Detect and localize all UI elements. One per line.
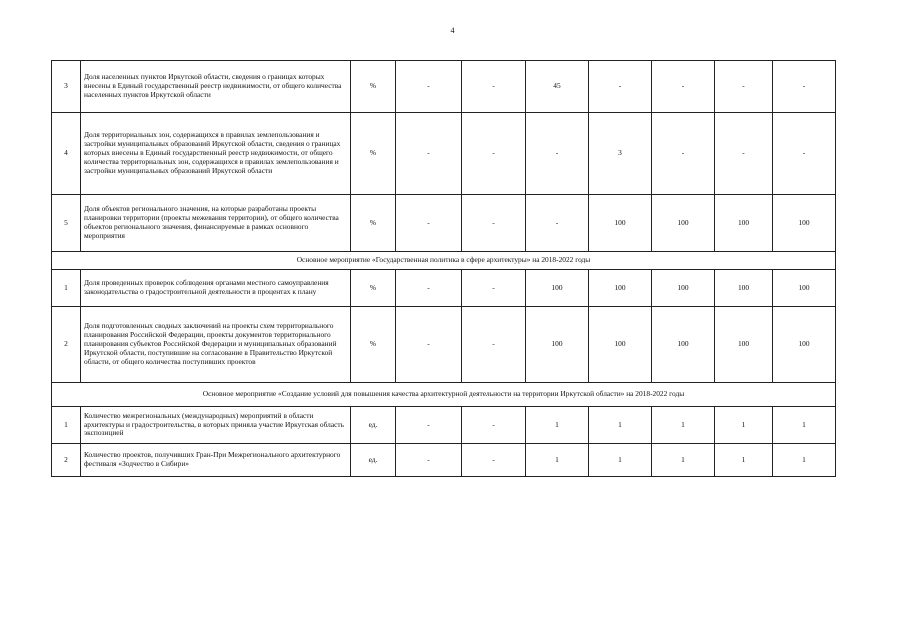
table-row <box>52 407 836 444</box>
table-row <box>52 270 836 307</box>
indicator-name: Доля подготовленных сводных заключений на проекты схем территориального планирования Российской Федерации, проекты документов территориального планирования субъектов Российской Федерации и муниципальных образований Иркутской области, поступившие на согласование в Правительство Иркутской области, от общего количества поступивших проектов <box>81 307 351 383</box>
value-cell: 100 <box>589 270 652 307</box>
row-number: 3 <box>52 61 81 113</box>
section-header-row <box>52 252 836 270</box>
unit-cell: ед. <box>351 407 396 444</box>
value-cell: 100 <box>715 270 773 307</box>
indicator-name: Доля населенных пунктов Иркутской области, сведения о границах которых внесены в Единый государственный реестр недвижимости, от общего количества населенных пунктов Иркутской области <box>81 61 351 113</box>
value-cell: - <box>462 270 526 307</box>
unit-cell: % <box>351 195 396 252</box>
value-cell: 100 <box>652 270 715 307</box>
section-title: Основное мероприятие «Создание условий для повышения качества архитектурной деятельности на территории Иркутской области» на 2018-2022 годы <box>52 383 836 407</box>
value-cell: 100 <box>773 195 836 252</box>
indicator-name: Количество проектов, получивших Гран-При Межрегионального архитектурного фестиваля «Зодчество в Сибири» <box>81 444 351 477</box>
value-cell: 100 <box>652 307 715 383</box>
indicator-name: Доля проведенных проверок соблюдения органами местного самоуправления законодательства о градостроительной деятельности в процентах к плану <box>81 270 351 307</box>
value-cell: - <box>462 113 526 195</box>
value-cell: - <box>396 407 462 444</box>
value-cell: 45 <box>526 61 589 113</box>
value-cell: 100 <box>526 270 589 307</box>
value-cell: - <box>715 61 773 113</box>
value-cell: 100 <box>715 195 773 252</box>
value-cell: - <box>396 270 462 307</box>
value-cell: - <box>526 113 589 195</box>
value-cell: - <box>396 61 462 113</box>
value-cell: 100 <box>526 307 589 383</box>
indicators-table <box>51 60 836 477</box>
value-cell: - <box>526 195 589 252</box>
table-row <box>52 61 836 113</box>
value-cell: - <box>462 307 526 383</box>
value-cell: 100 <box>652 195 715 252</box>
value-cell: - <box>715 113 773 195</box>
section-header-row <box>52 383 836 407</box>
value-cell: 100 <box>773 307 836 383</box>
indicator-name: Количество межрегиональных (международных) мероприятий в области архитектуры и градостроительства, в которых приняла участие Иркутская область экспозицией <box>81 407 351 444</box>
value-cell: - <box>652 113 715 195</box>
value-cell: - <box>462 407 526 444</box>
value-cell: - <box>589 61 652 113</box>
value-cell: - <box>396 444 462 477</box>
unit-cell: % <box>351 270 396 307</box>
row-number: 4 <box>52 113 81 195</box>
value-cell: 100 <box>773 270 836 307</box>
table-row <box>52 444 836 477</box>
value-cell: - <box>462 444 526 477</box>
value-cell: 1 <box>652 407 715 444</box>
unit-cell: % <box>351 61 396 113</box>
value-cell: 1 <box>773 444 836 477</box>
value-cell: - <box>396 307 462 383</box>
value-cell: 1 <box>715 407 773 444</box>
table-row <box>52 195 836 252</box>
value-cell: - <box>396 195 462 252</box>
value-cell: 100 <box>589 307 652 383</box>
page-number: 4 <box>450 26 455 35</box>
table-row <box>52 307 836 383</box>
indicator-name: Доля объектов регионального значения, на которые разработаны проекты планировки территории (проекты межевания территории), от общего количества объектов регионального значения, финансируемые в рамках основного мероприятия <box>81 195 351 252</box>
value-cell: - <box>462 195 526 252</box>
unit-cell: % <box>351 113 396 195</box>
value-cell: 100 <box>715 307 773 383</box>
row-number: 2 <box>52 444 81 477</box>
value-cell: - <box>773 61 836 113</box>
row-number: 1 <box>52 270 81 307</box>
value-cell: - <box>773 113 836 195</box>
value-cell: - <box>396 113 462 195</box>
value-cell: - <box>462 61 526 113</box>
value-cell: 1 <box>526 407 589 444</box>
row-number: 1 <box>52 407 81 444</box>
value-cell: 1 <box>526 444 589 477</box>
table-row <box>52 113 836 195</box>
row-number: 2 <box>52 307 81 383</box>
value-cell: 3 <box>589 113 652 195</box>
value-cell: 1 <box>589 407 652 444</box>
value-cell: 1 <box>589 444 652 477</box>
value-cell: 100 <box>589 195 652 252</box>
value-cell: 1 <box>773 407 836 444</box>
value-cell: 1 <box>652 444 715 477</box>
unit-cell: % <box>351 307 396 383</box>
indicator-name: Доля территориальных зон, содержащихся в правилах землепользования и застройки муниципальных образований Иркутской области, сведения о границах которых внесены в Единый государственный реестр недвижимости, от общего количества территориальных зон, содержащихся в правилах землепользования и застройки муниципальных образований Иркутской области <box>81 113 351 195</box>
section-title: Основное мероприятие «Государственная политика в сфере архитектуры» на 2018-2022 годы <box>52 252 836 270</box>
row-number: 5 <box>52 195 81 252</box>
value-cell: - <box>652 61 715 113</box>
value-cell: 1 <box>715 444 773 477</box>
unit-cell: ед. <box>351 444 396 477</box>
